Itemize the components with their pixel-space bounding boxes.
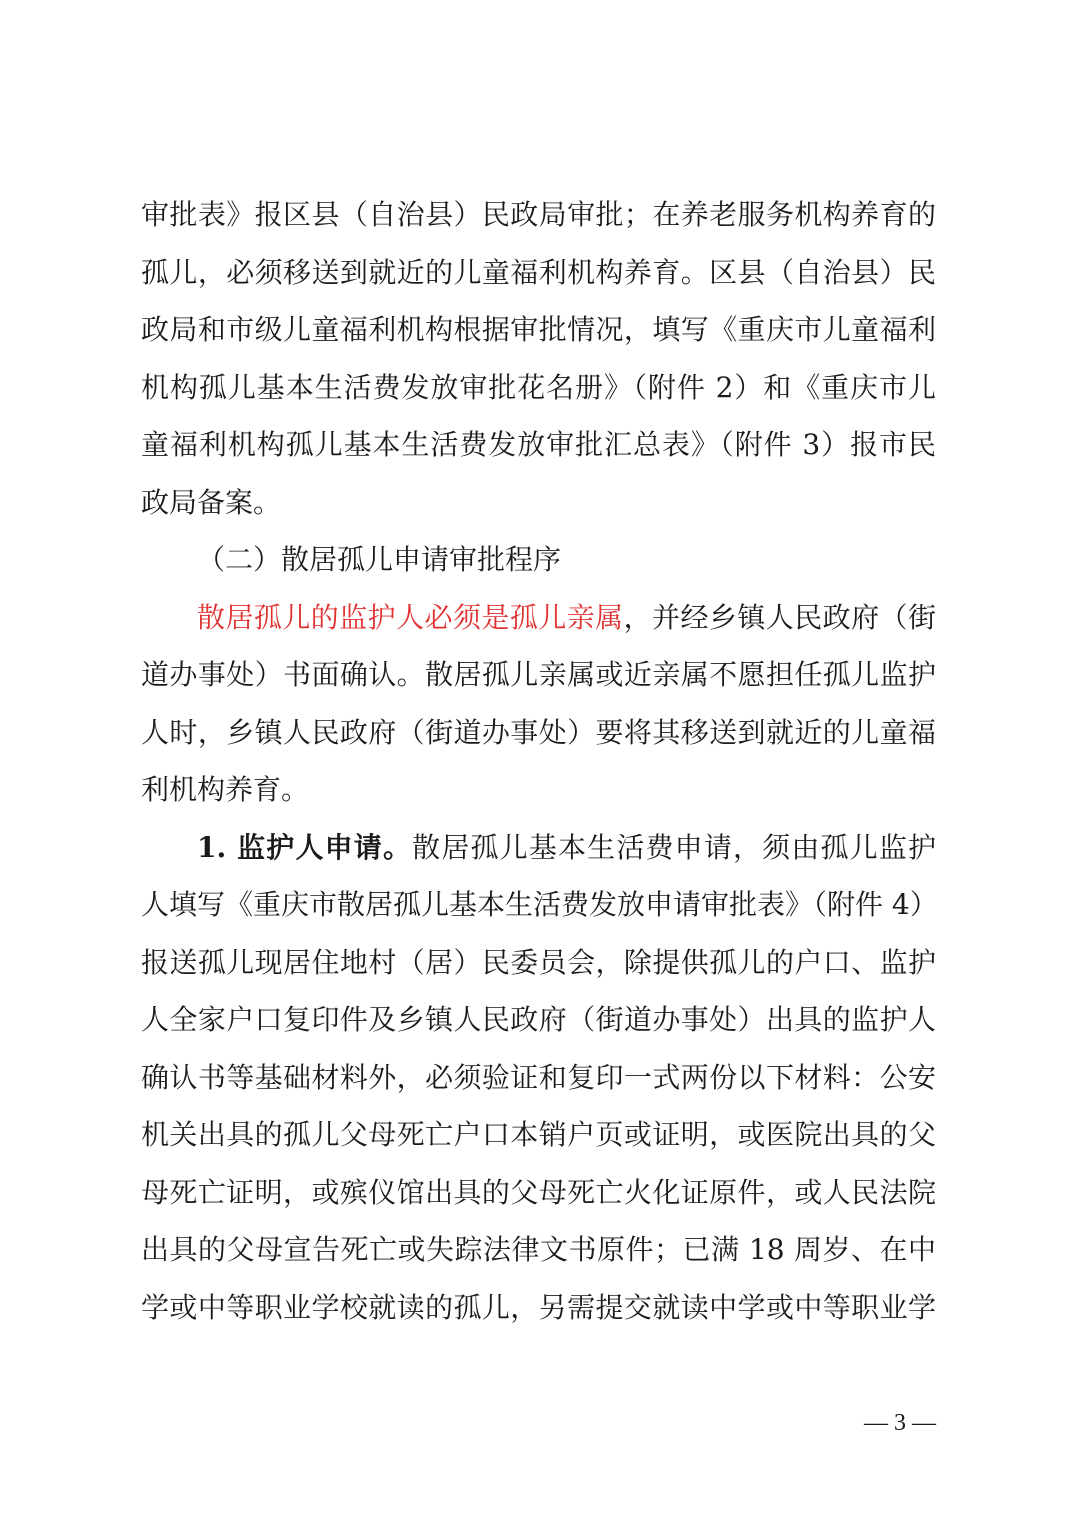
text-line: 机关出具的孤儿父母死亡户口本销户页或证明，或医院出具的父	[141, 1118, 936, 1151]
text-line: 政局备案。	[141, 485, 282, 519]
text-line: 机构孤儿基本生活费发放审批花名册》（附件 2）和《重庆市儿	[141, 370, 936, 404]
text-line: 审批表》报区县（自治县）民政局审批；在养老服务机构养育的	[141, 198, 936, 231]
text-line: 道办事处）书面确认。散居孤儿亲属或近亲属不愿担任孤儿监护	[141, 658, 936, 691]
text-line: 出具的父母宣告死亡或失踪法律文书原件；已满 18 周岁、在中	[141, 1233, 936, 1266]
text-line: 政局和市级儿童福利机构根据审批情况，填写《重庆市儿童福利	[141, 313, 936, 346]
text-line: 孤儿，必须移送到就近的儿童福利机构养育。区县（自治县）民	[141, 255, 936, 289]
text-line: 母死亡证明，或殡仪馆出具的父母死亡火化证原件，或人民法院	[141, 1175, 936, 1209]
text-fragment: ，并经乡镇人民政府（街	[623, 600, 936, 634]
section-heading: （二）散居孤儿申请审批程序	[197, 543, 562, 576]
text-line: 学或中等职业学校就读的孤儿，另需提交就读中学或中等职业学	[141, 1290, 936, 1324]
text-line-highlighted	[141, 589, 936, 647]
text-fragment: 散居孤儿基本生活费申请，须由孤儿监护	[412, 830, 936, 864]
text-line: 确认书等基础材料外，必须验证和复印一式两份以下材料：公安	[141, 1060, 936, 1094]
document-body	[141, 186, 936, 1336]
text-line: 人全家户口复印件及乡镇人民政府（街道办事处）出具的监护人	[141, 1003, 936, 1036]
text-line-with-bold-lead	[141, 819, 936, 877]
text-line: 报送孤儿现居住地村（居）民委员会，除提供孤儿的户口、监护	[141, 945, 936, 979]
page-number: — 3 —	[864, 1410, 936, 1436]
highlighted-text: 散居孤儿的监护人必须是孤儿亲属	[197, 600, 624, 634]
bold-lead-text: 1. 监护人申请。	[197, 830, 413, 864]
text-line: 人填写《重庆市散居孤儿基本生活费发放申请审批表》（附件 4）	[141, 888, 938, 921]
text-line: 人时，乡镇人民政府（街道办事处）要将其移送到就近的儿童福	[141, 715, 936, 749]
text-line: 童福利机构孤儿基本生活费发放审批汇总表》（附件 3）报市民	[141, 428, 936, 461]
text-line: 利机构养育。	[141, 773, 310, 806]
